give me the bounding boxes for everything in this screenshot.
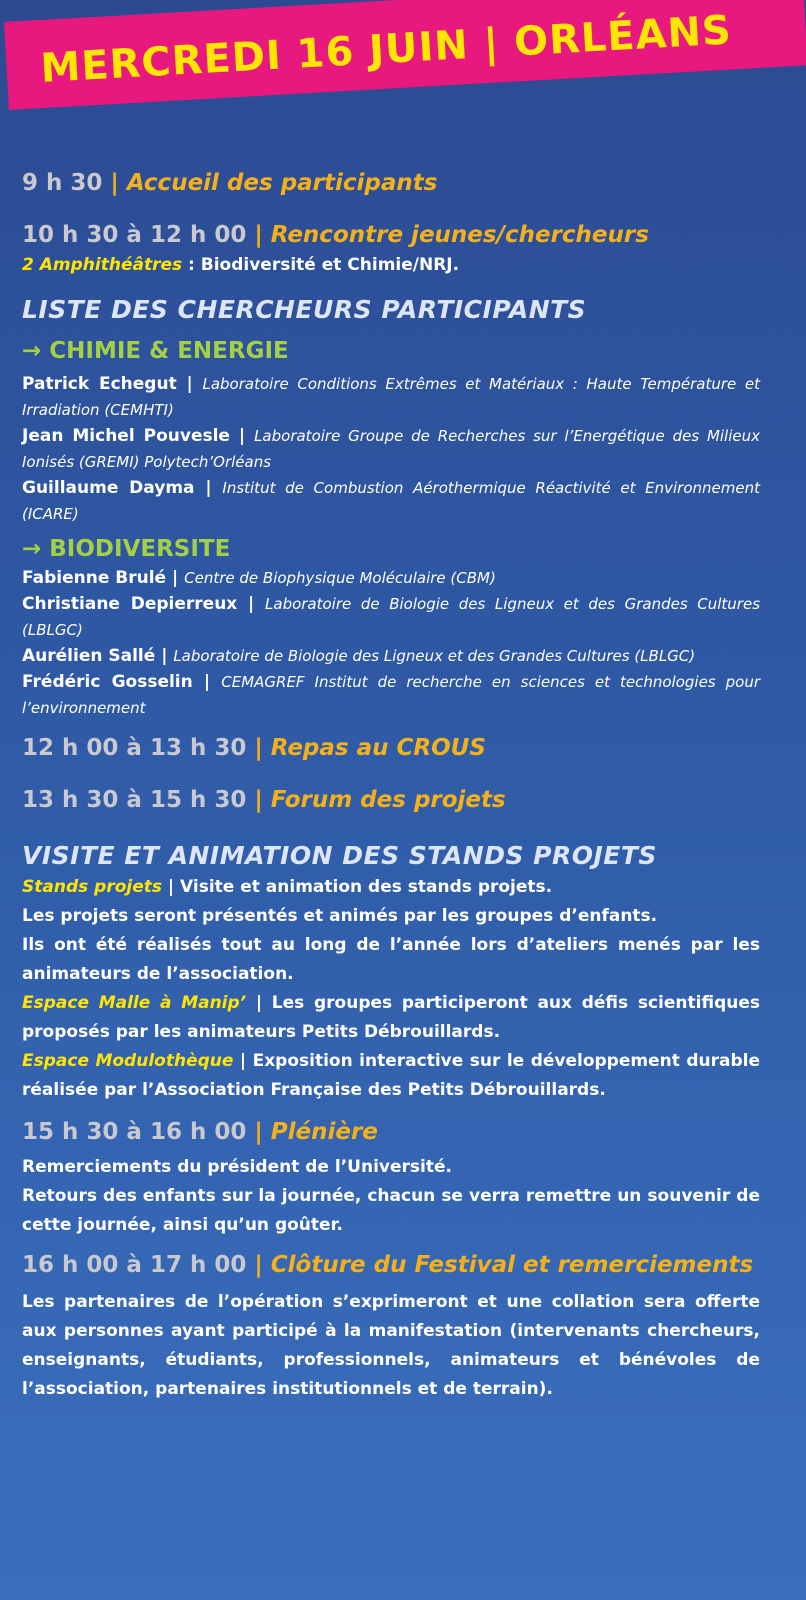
modulotheque-paragraph (22, 1047, 760, 1105)
time: 13 h 30 à 15 h 30 (22, 787, 247, 813)
time: 15 h 30 à 16 h 00 (22, 1119, 247, 1145)
researcher-entry: Jean Michel Pouvesle | Laboratoire Groupe de Recherches sur l’Energétique des Milieux Ionisés (GREMI) Polytech’Orléans (22, 426, 760, 471)
separator: | (246, 222, 271, 248)
stands-heading: VISITE ET ANIMATION DES STANDS PROJETS (22, 841, 657, 870)
researcher-lab: Laboratoire Conditions Extrêmes et Matériaux : Haute Température et Irradiation (CEMHTI) (22, 375, 760, 419)
schedule-item-forum (22, 785, 760, 815)
researcher-entry: Frédéric Gosselin | CEMAGREF Institut de recherche en sciences et technologies pour l’environnement (22, 672, 760, 717)
researcher-entry: Guillaume Dayma | Institut de Combustion Aérothermique Réactivité et Environnement (ICARE) (22, 478, 761, 523)
event: Repas au CROUS (270, 735, 486, 761)
stands-text: | Visite et animation des stands projets. (161, 877, 553, 897)
researcher-name: Aurélien Sallé (22, 646, 156, 666)
malle-label: Espace Malle à Manip’ (22, 993, 247, 1013)
researcher-entry: Patrick Echegut | Laboratoire Conditions Extrêmes et Matériaux : Haute Température et Irradiation (CEMHTI) (22, 374, 760, 419)
amphi-line (22, 252, 760, 279)
projects-paragraph: Les projets seront présentés et animés par les groupes d’enfants. (22, 906, 658, 926)
event: Plénière (270, 1119, 378, 1145)
modulotheque-text: | Exposition interactive sur le développement durable réalisée par l’Association Française des Petits Débrouillards. (22, 1051, 760, 1100)
stands-label: Stands projets (22, 877, 162, 897)
schedule-item-closing (22, 1250, 760, 1280)
researcher-lab: Laboratoire de Biologie des Ligneux et des Grandes Cultures (LBLGC) (173, 647, 696, 665)
category-chemistry-energy: → CHIMIE & ENERGIE (22, 338, 289, 364)
date-location-banner (4, 0, 806, 110)
schedule-item-welcome (22, 168, 760, 198)
modulotheque-label: Espace Modulothèque (22, 1051, 234, 1071)
researcher-entry: Fabienne Brulé | Centre de Biophysique Moléculaire (CBM) (22, 568, 496, 588)
separator: | (246, 1252, 271, 1278)
researcher-name: Fabienne Brulé (22, 568, 167, 588)
amphi-text: : Biodiversité et Chimie/NRJ. (182, 255, 460, 275)
researcher-name: Patrick Echegut (22, 374, 177, 394)
schedule-item-plenary (22, 1117, 760, 1147)
time: 16 h 00 à 17 h 00 (22, 1252, 247, 1278)
separator: | (246, 787, 271, 813)
researcher-lab: CEMAGREF Institut de recherche en sciences et technologies pour l’environnement (22, 673, 760, 717)
schedule-item-meeting (22, 220, 760, 250)
researcher-lab: Laboratoire de Biologie des Ligneux et des Grandes Cultures (LBLGC) (22, 595, 761, 639)
time: 10 h 30 à 12 h 00 (22, 222, 247, 248)
program-content (22, 168, 760, 1404)
schedule-item-lunch (22, 733, 760, 763)
workshops-paragraph: Ils ont été réalisés tout au long de l’année lors d’ateliers menés par les animateurs de l’association. (22, 935, 760, 984)
partners-paragraph: Les partenaires de l’opération s’exprimeront et une collation sera offerte aux personnes ayant participé à la manifestation (intervenants chercheurs, enseignants, étudiants, professionnels, animateurs et bénévoles de l’association, partenaires institutionnels et de terrain). (22, 1292, 760, 1399)
banner-title: MERCREDI 16 JUIN | ORLÉANS (39, 7, 733, 92)
separator: | (246, 1119, 271, 1145)
president-thanks-paragraph: Remerciements du président de l’Université. (22, 1157, 452, 1177)
researcher-name: Christiane Depierreux (22, 594, 238, 614)
event: Rencontre jeunes/chercheurs (270, 222, 649, 248)
separator: | (246, 735, 271, 761)
malle-text: | Les groupes participeront aux défis scientifiques proposés par les animateurs Petits Débrouillards. (22, 993, 760, 1042)
amphi-label: 2 Amphithéâtres (22, 255, 183, 275)
time: 12 h 00 à 13 h 30 (22, 735, 247, 761)
malle-paragraph (22, 989, 760, 1047)
researcher-lab: Laboratoire Groupe de Recherches sur l’Energétique des Milieux Ionisés (GREMI) Polytech’Orléans (22, 427, 760, 471)
event: Forum des projets (270, 787, 506, 813)
researcher-lab: Institut de Combustion Aérothermique Réactivité et Environnement (ICARE) (22, 479, 761, 523)
event: Clôture du Festival et remerciements (270, 1252, 754, 1278)
children-feedback-paragraph: Retours des enfants sur la journée, chacun se verra remettre un souvenir de cette journée, ainsi qu’un goûter. (22, 1186, 760, 1235)
stands-paragraph (22, 873, 760, 902)
category-biodiversity: → BIODIVERSITE (22, 536, 231, 562)
event: Accueil des participants (126, 170, 438, 196)
researcher-name: Jean Michel Pouvesle (22, 426, 230, 446)
researcher-entry: Christiane Depierreux | Laboratoire de Biologie des Ligneux et des Grandes Cultures (LBLGC) (22, 594, 761, 639)
researcher-entry: Aurélien Sallé | Laboratoire de Biologie des Ligneux et des Grandes Cultures (LBLGC) (22, 646, 696, 666)
researcher-name: Frédéric Gosselin (22, 672, 193, 692)
researcher-lab: Centre de Biophysique Moléculaire (CBM) (184, 569, 496, 587)
separator: | (102, 170, 127, 196)
researcher-name: Guillaume Dayma (22, 478, 195, 498)
time: 9 h 30 (22, 170, 103, 196)
researchers-heading: LISTE DES CHERCHEURS PARTICIPANTS (22, 295, 587, 324)
